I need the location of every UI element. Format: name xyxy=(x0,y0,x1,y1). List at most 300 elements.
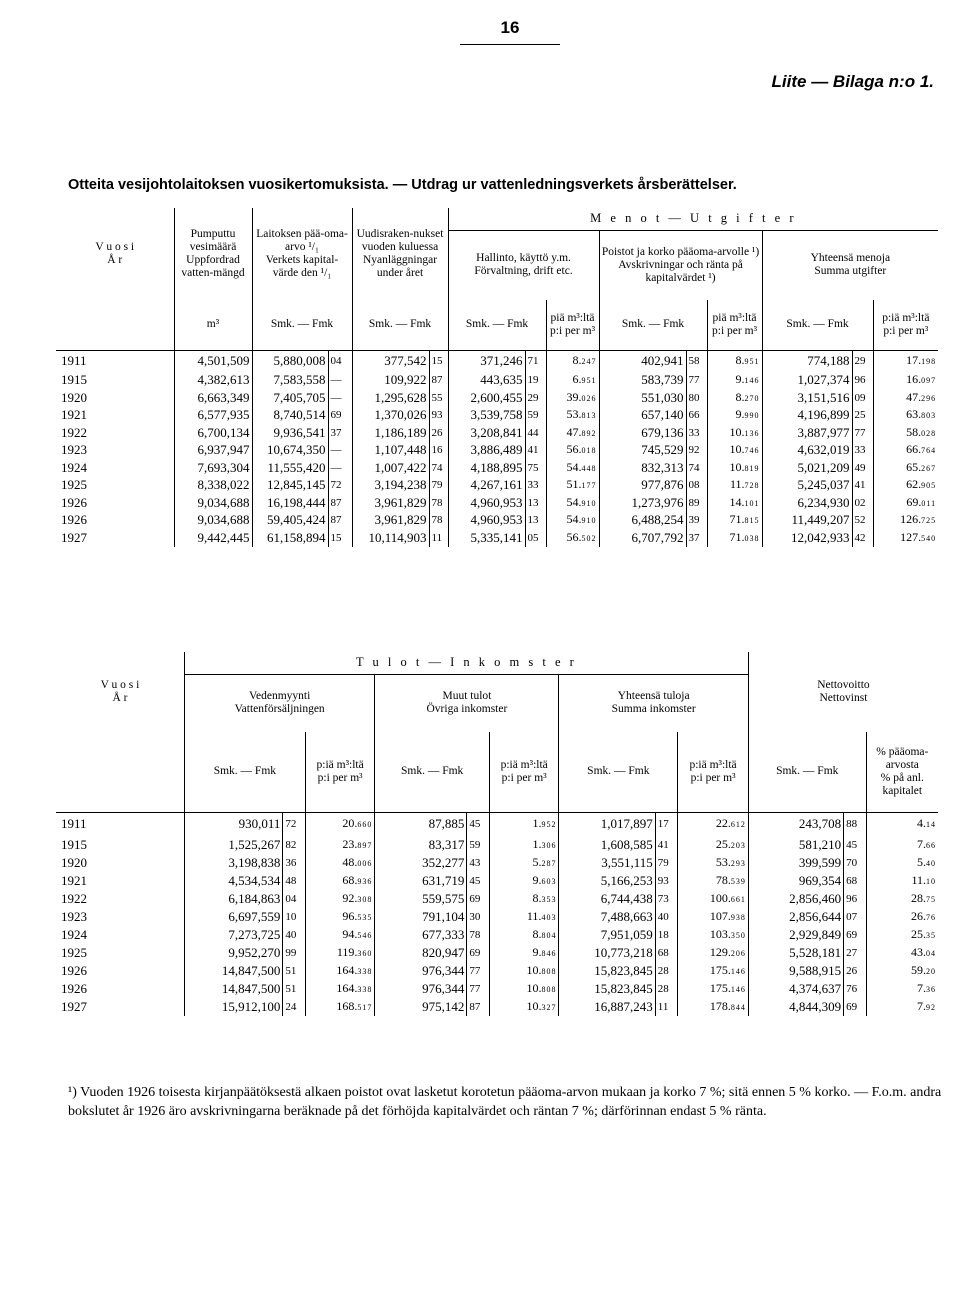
row-total-inc-pennies: 28 xyxy=(655,962,677,980)
table-row xyxy=(56,425,938,443)
row-net-pennies: 45 xyxy=(844,836,866,854)
other-income-header xyxy=(375,674,559,732)
net-profit-header-fi: Nettovoitto xyxy=(817,679,870,691)
capital-header xyxy=(252,208,352,300)
row-admin-per-m3-int: 6. xyxy=(572,372,582,387)
row-net-pct xyxy=(866,908,938,926)
row-depr-per-m3-dec: 101 xyxy=(744,498,760,508)
appendix-label: Liite — Bilaga n:o 1. xyxy=(771,72,934,91)
row-pumped: 6,700,134 xyxy=(174,425,252,443)
row-sales: 7,273,725 xyxy=(184,926,282,944)
row-total-exp-per-m3 xyxy=(873,372,938,390)
row-net-pct xyxy=(866,998,938,1016)
row-year: 1923 xyxy=(61,442,87,458)
row-other-pennies: 69 xyxy=(467,890,489,908)
row-net-pct-dec: 92 xyxy=(926,1002,936,1012)
row-net-pct-dec: 35 xyxy=(926,930,936,940)
table-row xyxy=(56,530,938,548)
sales-header-fi: Vedenmyynti xyxy=(248,690,311,703)
row-admin: 4,960,953 xyxy=(448,495,525,513)
row-other: 677,333 xyxy=(375,926,467,944)
row-sales-pennies: 51 xyxy=(283,980,305,998)
row-sales-per-m3-int: 48. xyxy=(342,854,358,869)
row-admin-per-m3-dec: 951 xyxy=(581,376,597,386)
row-sales-per-m3-dec: 338 xyxy=(357,984,373,994)
row-net-pct xyxy=(866,980,938,998)
row-other-per-m3 xyxy=(489,926,559,944)
row-sales-pennies: 10 xyxy=(283,908,305,926)
row-total-inc-per-m3-int: 100. xyxy=(709,890,731,905)
row-depr: 745,529 xyxy=(599,442,686,460)
row-pumped: 9,034,688 xyxy=(174,495,252,513)
row-depr-per-m3-int: 11. xyxy=(729,477,745,492)
row-sales-per-m3-dec: 338 xyxy=(357,966,373,976)
row-new-inst-pennies: 15 xyxy=(429,350,448,372)
total-income-header-fi: Yhteensä tuloja xyxy=(617,690,690,703)
row-other-per-m3-dec: 306 xyxy=(541,840,557,850)
row-admin-per-m3-int: 47. xyxy=(566,424,582,439)
row-other: 975,142 xyxy=(375,998,467,1016)
row-other-per-m3-int: 10. xyxy=(526,962,542,977)
row-sales-per-m3-dec: 546 xyxy=(357,930,373,940)
table-row xyxy=(56,890,938,908)
table-row xyxy=(56,495,938,513)
row-year: 1927 xyxy=(61,529,87,545)
row-net-pct-int: 43. xyxy=(911,944,926,959)
income-table xyxy=(56,652,938,1016)
row-net-pct-int: 7. xyxy=(917,980,926,995)
row-admin-per-m3 xyxy=(546,442,599,460)
row-year: 1911 xyxy=(61,815,87,831)
row-capital-pennies: 72 xyxy=(328,477,352,495)
row-net-pct xyxy=(866,836,938,854)
row-total-inc-per-m3-dec: 146 xyxy=(730,984,746,994)
row-depr-per-m3-int: 8. xyxy=(735,389,745,404)
row-total-exp-per-m3-dec: 267 xyxy=(921,463,937,473)
row-admin-per-m3 xyxy=(546,495,599,513)
row-admin: 4,960,953 xyxy=(448,512,525,530)
row-year: 1925 xyxy=(61,477,87,493)
row-pumped: 9,034,688 xyxy=(174,512,252,530)
row-capital-pennies: — xyxy=(328,372,352,390)
row-new-inst: 1,370,026 xyxy=(352,407,429,425)
row-other-per-m3-dec: 808 xyxy=(541,966,557,976)
unit-other-per-fi: p:iä m³:ltä xyxy=(500,758,548,771)
pumped-header-sv: Uppfordrad vatten-mängd xyxy=(181,254,245,279)
row-net-pct-dec: 20 xyxy=(926,966,936,976)
row-other-per-m3 xyxy=(489,998,559,1016)
table-row xyxy=(56,407,938,425)
row-other-per-m3 xyxy=(489,836,559,854)
row-new-inst-pennies: 78 xyxy=(429,512,448,530)
unit-sales-per xyxy=(305,732,375,812)
row-total-inc: 5,166,253 xyxy=(559,872,655,890)
row-total-exp: 5,245,037 xyxy=(762,477,852,495)
net-profit-header xyxy=(748,652,938,732)
row-total-inc: 15,823,845 xyxy=(559,962,655,980)
row-capital-pennies: 15 xyxy=(328,530,352,548)
row-sales-per-m3-int: 23. xyxy=(342,836,358,851)
row-total-exp-per-m3-dec: 803 xyxy=(921,411,937,421)
row-sales-per-m3 xyxy=(305,836,375,854)
row-capital-pennies: 04 xyxy=(328,350,352,372)
row-depr-pennies: 80 xyxy=(686,390,707,408)
row-year: 1921 xyxy=(61,407,87,423)
depreciation-header-sv: Avskrivningar och ränta på kapitalvärdet ¹) xyxy=(618,258,743,284)
row-total-inc-per-m3-dec: 293 xyxy=(730,858,746,868)
row-net: 969,354 xyxy=(748,872,843,890)
row-new-inst: 1,186,189 xyxy=(352,425,429,443)
row-pumped: 8,338,022 xyxy=(174,477,252,495)
footnote: ¹) Vuoden 1926 toisesta kirjanpäätöksestä alkaen poistot ovat lasketut korotetun pääoma-arvon mukaan ja korko 7 %; sitä ennen 5 % korko. — F.o.m. andra bokslutet år 1926 äro avskrivningarna beräknade på det förhöjda kapitalvärdet och räntan 7 %; därförinnan endast 5 % ränta. xyxy=(68,1085,942,1119)
row-admin-per-m3-dec: 502 xyxy=(581,533,597,543)
table-row xyxy=(56,512,938,530)
row-total-exp-per-m3-int: 69. xyxy=(906,494,922,509)
row-depr-per-m3 xyxy=(707,390,762,408)
row-depr-per-m3 xyxy=(707,442,762,460)
row-total-exp-pennies: 49 xyxy=(852,460,873,478)
row-admin-per-m3-dec: 910 xyxy=(581,516,597,526)
page-number: 16 xyxy=(500,18,520,37)
row-sales-per-m3 xyxy=(305,854,375,872)
row-total-inc-per-m3-int: 178. xyxy=(709,998,731,1013)
row-admin-pennies: 33 xyxy=(525,477,546,495)
row-admin-pennies: 59 xyxy=(525,407,546,425)
row-other-per-m3-int: 1. xyxy=(532,815,542,830)
row-depr-per-m3-dec: 270 xyxy=(744,393,760,403)
row-total-inc: 7,951,059 xyxy=(559,926,655,944)
row-depr-per-m3 xyxy=(707,512,762,530)
row-admin-per-m3-int: 56. xyxy=(566,529,582,544)
row-new-inst: 3,194,238 xyxy=(352,477,429,495)
row-other-per-m3 xyxy=(489,944,559,962)
row-depr-per-m3-int: 10. xyxy=(729,459,745,474)
row-depr-per-m3-int: 9. xyxy=(735,407,745,422)
row-sales: 14,847,500 xyxy=(184,962,282,980)
row-depr: 402,941 xyxy=(599,350,686,372)
row-net-pct-int: 26. xyxy=(911,908,926,923)
row-sales-pennies: 40 xyxy=(283,926,305,944)
sales-header-sv: Vattenförsäljningen xyxy=(234,703,325,716)
row-total-exp-pennies: 25 xyxy=(852,407,873,425)
row-total-exp-per-m3-int: 66. xyxy=(906,442,922,457)
row-sales: 15,912,100 xyxy=(184,998,282,1016)
row-capital: 7,405,705 xyxy=(252,390,328,408)
row-admin-per-m3-dec: 247 xyxy=(581,356,597,366)
row-depr-per-m3-dec: 728 xyxy=(744,481,760,491)
row-admin-per-m3-dec: 910 xyxy=(581,498,597,508)
table-row xyxy=(56,460,938,478)
table-row xyxy=(56,390,938,408)
unit-total-income: Smk. — Fmk xyxy=(559,732,678,812)
row-net-pct xyxy=(866,872,938,890)
row-total-exp-per-m3-int: 58. xyxy=(906,424,922,439)
row-new-inst: 377,542 xyxy=(352,350,429,372)
row-total-exp-pennies: 42 xyxy=(852,530,873,548)
total-expenses-header-fi: Yhteensä menoja xyxy=(810,252,891,265)
row-sales: 4,534,534 xyxy=(184,872,282,890)
row-net-pennies: 88 xyxy=(844,812,866,836)
table-row xyxy=(56,872,938,890)
unit-total-income-per-fi: p:iä m³:ltä xyxy=(689,758,737,771)
row-admin-per-m3-dec: 892 xyxy=(581,428,597,438)
row-admin-per-m3 xyxy=(546,512,599,530)
row-other-per-m3-dec: 327 xyxy=(541,1002,557,1012)
row-sales: 6,697,559 xyxy=(184,908,282,926)
row-admin: 3,208,841 xyxy=(448,425,525,443)
row-capital: 16,198,444 xyxy=(252,495,328,513)
expenses-table-body xyxy=(56,350,938,547)
row-capital: 10,674,350 xyxy=(252,442,328,460)
row-total-inc-per-m3 xyxy=(678,890,749,908)
row-total-exp-per-m3 xyxy=(873,495,938,513)
unit-admin-per xyxy=(546,300,599,350)
unit-total-income-per-sv: p:i per m³ xyxy=(690,771,736,784)
row-sales-per-m3-int: 164. xyxy=(336,980,358,995)
row-total-exp: 11,449,207 xyxy=(762,512,852,530)
table-row xyxy=(56,442,938,460)
row-total-inc-per-m3-dec: 203 xyxy=(730,840,746,850)
row-total-inc-per-m3 xyxy=(678,962,749,980)
row-sales-pennies: 82 xyxy=(283,836,305,854)
total-expenses-header-sv: Summa utgifter xyxy=(814,265,887,278)
row-net-pct-int: 28. xyxy=(911,890,926,905)
row-net-pct-int: 25. xyxy=(911,926,926,941)
row-total-inc-per-m3-int: 175. xyxy=(709,980,731,995)
row-other-pennies: 43 xyxy=(467,854,489,872)
row-net: 581,210 xyxy=(748,836,843,854)
row-admin-per-m3-dec: 177 xyxy=(581,481,597,491)
row-total-inc: 3,551,115 xyxy=(559,854,655,872)
row-sales-pennies: 51 xyxy=(283,962,305,980)
row-capital-pennies: 87 xyxy=(328,512,352,530)
unit-sales: Smk. — Fmk xyxy=(184,732,305,812)
row-new-inst: 1,007,422 xyxy=(352,460,429,478)
row-sales-per-m3-dec: 897 xyxy=(357,840,373,850)
row-admin: 3,886,489 xyxy=(448,442,525,460)
row-depr-per-m3 xyxy=(707,530,762,548)
table-row xyxy=(56,812,938,836)
row-depr-pennies: 66 xyxy=(686,407,707,425)
row-admin: 371,246 xyxy=(448,350,525,372)
row-total-exp-per-m3 xyxy=(873,530,938,548)
row-other-per-m3 xyxy=(489,872,559,890)
row-admin-pennies: 29 xyxy=(525,390,546,408)
row-admin: 443,635 xyxy=(448,372,525,390)
row-capital: 8,740,514 xyxy=(252,407,328,425)
row-other-per-m3-int: 8. xyxy=(532,926,542,941)
table-row xyxy=(56,372,938,390)
row-total-inc-pennies: 41 xyxy=(655,836,677,854)
income-header: T u l o t — I n k o m s t e r xyxy=(184,652,748,674)
row-year: 1926 xyxy=(61,494,87,510)
row-depr-per-m3-int: 9. xyxy=(735,372,745,387)
row-admin-per-m3 xyxy=(546,350,599,372)
row-total-inc-per-m3-dec: 661 xyxy=(730,894,746,904)
row-depr-pennies: 08 xyxy=(686,477,707,495)
row-total-exp-per-m3-int: 16. xyxy=(906,372,922,387)
row-net-pennies: 69 xyxy=(844,998,866,1016)
row-year: 1925 xyxy=(61,944,87,960)
row-net-pennies: 27 xyxy=(844,944,866,962)
pumped-header xyxy=(174,208,252,300)
row-other-per-m3 xyxy=(489,854,559,872)
row-total-inc-pennies: 79 xyxy=(655,854,677,872)
row-pumped: 4,501,509 xyxy=(174,350,252,372)
row-total-inc-per-m3-int: 129. xyxy=(709,944,731,959)
row-admin-per-m3-dec: 813 xyxy=(581,411,597,421)
row-admin-per-m3-int: 39. xyxy=(566,389,582,404)
row-new-inst: 3,961,829 xyxy=(352,495,429,513)
row-total-exp-per-m3-int: 65. xyxy=(906,459,922,474)
row-other-pennies: 69 xyxy=(467,944,489,962)
row-admin-per-m3-dec: 448 xyxy=(581,463,597,473)
row-other-per-m3-int: 10. xyxy=(526,980,542,995)
row-capital-pennies: — xyxy=(328,442,352,460)
row-total-inc-pennies: 28 xyxy=(655,980,677,998)
row-other-per-m3-int: 5. xyxy=(532,854,542,869)
row-depr-per-m3-dec: 746 xyxy=(744,446,760,456)
row-other-per-m3-dec: 846 xyxy=(541,948,557,958)
row-year: 1923 xyxy=(61,908,87,924)
row-total-exp-pennies: 09 xyxy=(852,390,873,408)
row-total-exp-per-m3-dec: 028 xyxy=(921,428,937,438)
table-row xyxy=(56,854,938,872)
row-total-exp: 774,188 xyxy=(762,350,852,372)
year-header-2-fi: V u o s i xyxy=(100,679,140,691)
row-total-inc-per-m3-dec: 539 xyxy=(730,876,746,886)
row-depr-per-m3-dec: 819 xyxy=(744,463,760,473)
row-depr-per-m3 xyxy=(707,477,762,495)
unit-net-pct-sv: % på anl. kapitalet xyxy=(880,771,924,797)
row-sales-per-m3 xyxy=(305,962,375,980)
table-row xyxy=(56,836,938,854)
row-total-exp-per-m3-dec: 905 xyxy=(921,481,937,491)
row-total-exp-per-m3 xyxy=(873,407,938,425)
row-new-inst-pennies: 78 xyxy=(429,495,448,513)
row-net-pennies: 70 xyxy=(844,854,866,872)
row-admin: 2,600,455 xyxy=(448,390,525,408)
admin-header xyxy=(448,230,599,300)
row-depr-per-m3 xyxy=(707,495,762,513)
row-depr: 977,876 xyxy=(599,477,686,495)
row-total-inc-per-m3-dec: 146 xyxy=(730,966,746,976)
unit-depr-per-sv: p:i per m³ xyxy=(712,324,758,337)
row-total-exp-per-m3-int: 47. xyxy=(906,389,922,404)
row-admin: 3,539,758 xyxy=(448,407,525,425)
row-new-inst-pennies: 55 xyxy=(429,390,448,408)
row-other: 87,885 xyxy=(375,812,467,836)
capital-header-sv: Verkets kapital-värde den ¹/₁ xyxy=(265,254,339,279)
row-other-per-m3-int: 9. xyxy=(532,944,542,959)
row-capital: 9,936,541 xyxy=(252,425,328,443)
unit-new: Smk. — Fmk xyxy=(352,300,448,350)
row-depr-pennies: 37 xyxy=(686,530,707,548)
row-total-exp-per-m3 xyxy=(873,460,938,478)
row-year: 1920 xyxy=(61,854,87,870)
row-total-exp-per-m3-dec: 296 xyxy=(921,393,937,403)
row-total-inc-per-m3-int: 107. xyxy=(709,908,731,923)
row-total-inc-per-m3-int: 25. xyxy=(715,836,731,851)
row-total-exp: 3,887,977 xyxy=(762,425,852,443)
row-sales-per-m3-dec: 517 xyxy=(357,1002,373,1012)
row-new-inst: 109,922 xyxy=(352,372,429,390)
row-sales-pennies: 72 xyxy=(283,812,305,836)
row-sales-per-m3-dec: 006 xyxy=(357,858,373,868)
row-year: 1911 xyxy=(61,352,87,368)
row-sales: 1,525,267 xyxy=(184,836,282,854)
table-row xyxy=(56,350,938,372)
row-sales: 930,011 xyxy=(184,812,282,836)
new-installations-header xyxy=(352,208,448,300)
row-admin-per-m3-int: 56. xyxy=(566,442,582,457)
row-depr-pennies: 89 xyxy=(686,495,707,513)
row-total-inc-per-m3 xyxy=(678,812,749,836)
row-depr: 657,140 xyxy=(599,407,686,425)
row-total-exp: 4,196,899 xyxy=(762,407,852,425)
row-sales-per-m3-dec: 360 xyxy=(357,948,373,958)
row-sales: 6,184,863 xyxy=(184,890,282,908)
row-depr: 6,707,792 xyxy=(599,530,686,548)
row-capital-pennies: — xyxy=(328,390,352,408)
row-admin-per-m3-int: 54. xyxy=(566,512,582,527)
row-pumped: 7,693,304 xyxy=(174,460,252,478)
unit-net: Smk. — Fmk xyxy=(748,732,866,812)
row-new-inst: 1,295,628 xyxy=(352,390,429,408)
row-depr-per-m3 xyxy=(707,350,762,372)
row-depr-pennies: 58 xyxy=(686,350,707,372)
row-year: 1926 xyxy=(61,512,87,528)
row-total-inc-per-m3 xyxy=(678,998,749,1016)
row-total-exp: 12,042,933 xyxy=(762,530,852,548)
row-total-exp-pennies: 02 xyxy=(852,495,873,513)
row-admin: 5,335,141 xyxy=(448,530,525,548)
row-total-inc: 10,773,218 xyxy=(559,944,655,962)
row-net-pennies: 26 xyxy=(844,962,866,980)
row-other-per-m3-int: 1. xyxy=(532,836,542,851)
row-capital-pennies: — xyxy=(328,460,352,478)
row-other-per-m3-dec: 287 xyxy=(541,858,557,868)
row-other-pennies: 30 xyxy=(467,908,489,926)
row-net-pct-int: 7. xyxy=(917,998,926,1013)
row-other-per-m3-int: 9. xyxy=(532,872,542,887)
row-total-exp-per-m3-int: 127. xyxy=(900,529,922,544)
row-pumped: 6,577,935 xyxy=(174,407,252,425)
row-admin-per-m3-int: 8. xyxy=(572,352,582,367)
row-year: 1915 xyxy=(61,836,87,852)
row-sales-per-m3 xyxy=(305,998,375,1016)
row-net-pct-dec: 76 xyxy=(926,912,936,922)
year-header-sv: Å r xyxy=(107,254,123,266)
page-number-rule xyxy=(460,44,560,45)
row-other-per-m3 xyxy=(489,890,559,908)
row-other: 820,947 xyxy=(375,944,467,962)
row-total-exp-per-m3-int: 17. xyxy=(906,352,922,367)
row-year: 1926 xyxy=(61,962,87,978)
row-sales-per-m3-dec: 308 xyxy=(357,894,373,904)
row-total-inc-pennies: 93 xyxy=(655,872,677,890)
row-capital: 12,845,145 xyxy=(252,477,328,495)
row-total-exp: 5,021,209 xyxy=(762,460,852,478)
row-other-pennies: 78 xyxy=(467,926,489,944)
row-total-exp-pennies: 29 xyxy=(852,350,873,372)
row-admin: 4,267,161 xyxy=(448,477,525,495)
row-new-inst-pennies: 11 xyxy=(429,530,448,548)
row-sales: 9,952,270 xyxy=(184,944,282,962)
row-net: 9,588,915 xyxy=(748,962,843,980)
row-depr: 583,739 xyxy=(599,372,686,390)
row-total-exp-per-m3-int: 126. xyxy=(900,512,922,527)
